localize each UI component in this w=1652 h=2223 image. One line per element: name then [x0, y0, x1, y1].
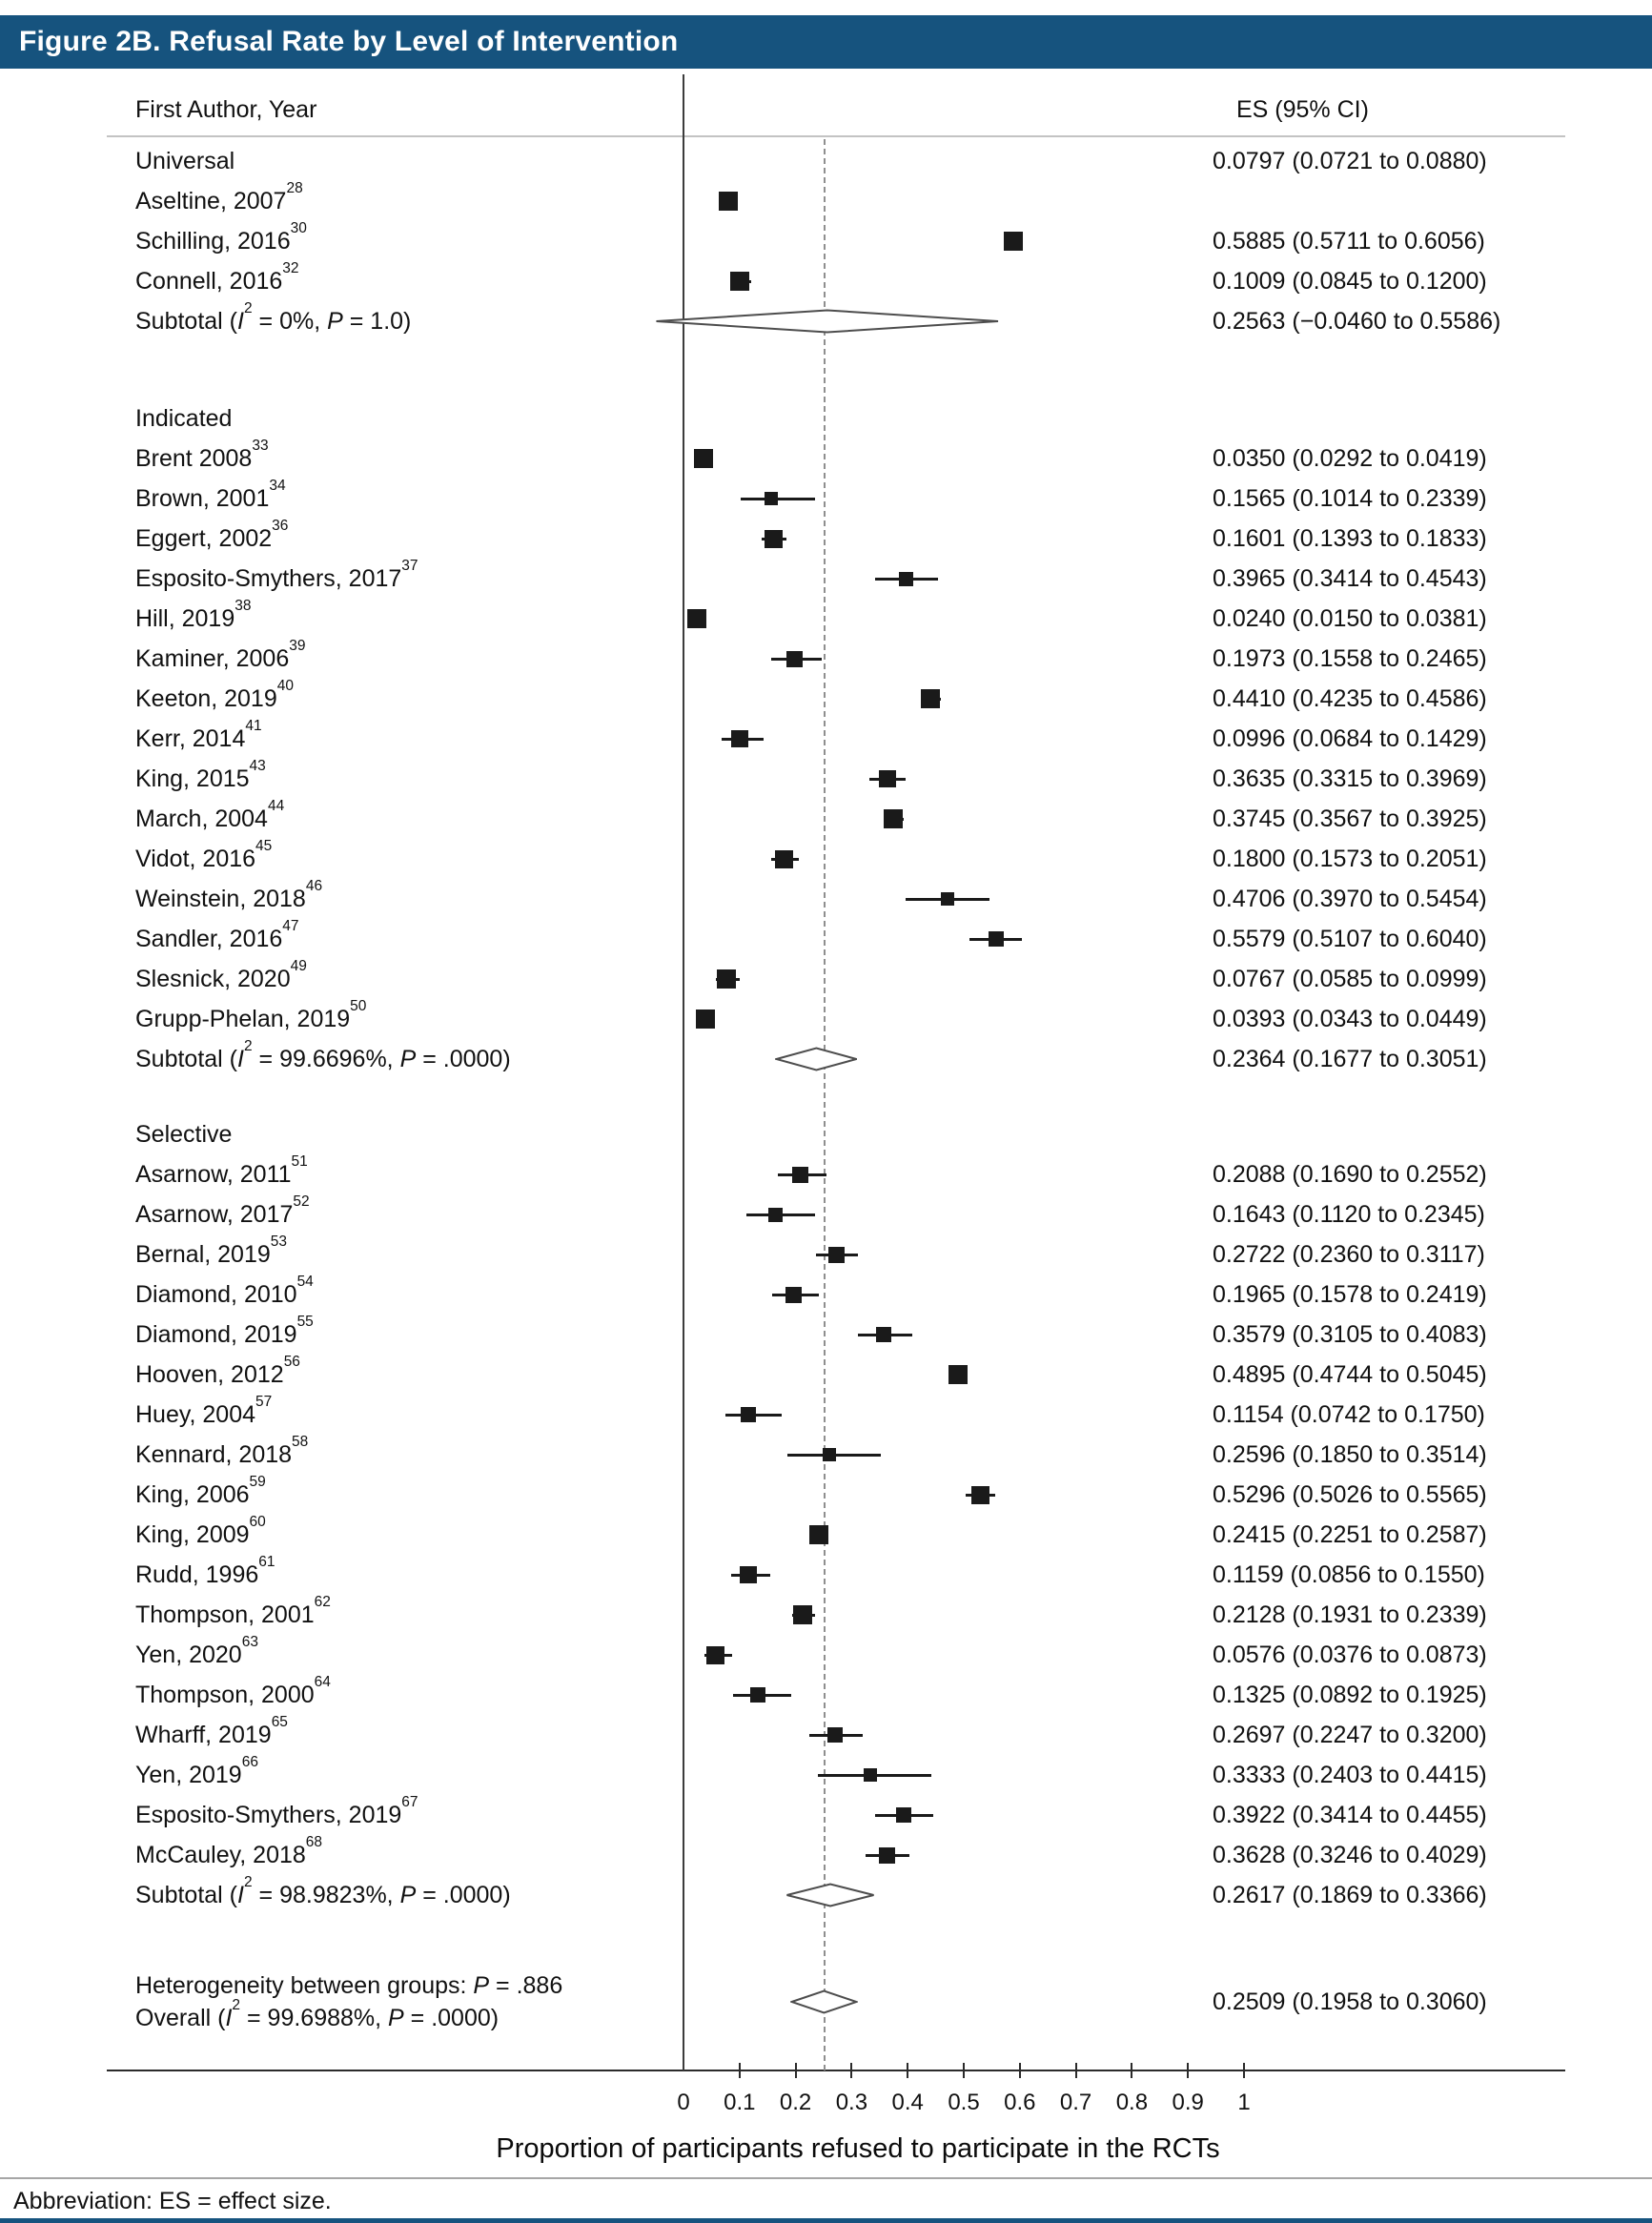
es-ci-value: 0.1800 (0.1573 to 0.2051) [1213, 846, 1487, 872]
es-ci-value: 0.3628 (0.3246 to 0.4029) [1213, 1842, 1487, 1868]
reference-number: 34 [269, 477, 286, 494]
reference-number: 43 [249, 757, 266, 774]
effect-size-marker [971, 1486, 989, 1504]
group-header-row [0, 398, 1652, 438]
study-label: Esposito-Smythers, 2019$^{67}$ [135, 1793, 418, 1828]
figure-title: Figure 2B. Refusal Rate by Level of Intervention [19, 26, 679, 57]
heterogeneity-label: Heterogeneity between groups: P = .886 [135, 1972, 563, 1999]
summary-diamond [785, 1883, 875, 1907]
study-label: Asarnow, 2017$^{52}$ [135, 1193, 310, 1228]
study-label: Kennard, 2018$^{58}$ [135, 1433, 309, 1468]
subtotal-label: Subtotal ($I^2 = 0\%$, P = 1.0) [135, 299, 412, 335]
es-ci-value: 0.4895 (0.4744 to 0.5045) [1213, 1361, 1487, 1388]
study-row [0, 759, 1652, 799]
study-label: Grupp-Phelan, 2019$^{50}$ [135, 997, 367, 1032]
study-row [0, 1395, 1652, 1435]
reference-number: 67 [401, 1793, 418, 1810]
study-row [0, 1635, 1652, 1675]
effect-size-marker [775, 850, 793, 868]
study-label: Diamond, 2019$^{55}$ [135, 1313, 314, 1348]
abbreviation-note: Abbreviation: ES = effect size. [13, 2188, 332, 2214]
subtotal-row [0, 301, 1652, 341]
study-label: Huey, 2004$^{57}$ [135, 1393, 273, 1428]
study-label: Yen, 2019$^{66}$ [135, 1753, 258, 1788]
es-ci-value: 0.1325 (0.0892 to 0.1925) [1213, 1682, 1487, 1708]
study-label: Schilling, 2016$^{30}$ [135, 219, 307, 255]
es-ci-value: 0.5885 (0.5711 to 0.6056) [1213, 228, 1485, 255]
study-label: Vidot, 2016$^{45}$ [135, 837, 273, 872]
study-label: Aseltine, 2007$^{28}$ [135, 179, 303, 214]
study-row [0, 1515, 1652, 1555]
study-row [0, 1234, 1652, 1275]
summary-diamond [655, 309, 1000, 334]
reference-number: 54 [296, 1273, 314, 1290]
es-ci-value: 0.0576 (0.0376 to 0.0873) [1213, 1642, 1487, 1668]
study-label: Yen, 2020$^{63}$ [135, 1633, 258, 1668]
reference-number: 49 [290, 957, 307, 974]
axis-tick-label: 0.3 [835, 2090, 868, 2115]
effect-size-marker [785, 1287, 802, 1303]
effect-size-marker [948, 1365, 968, 1384]
group-header-row [0, 1114, 1652, 1154]
study-label: Brown, 2001$^{34}$ [135, 477, 286, 512]
reference-number: 33 [252, 437, 269, 454]
study-label: March, 2004$^{44}$ [135, 797, 285, 832]
reference-number: 46 [305, 877, 323, 894]
summary-diamond [790, 1989, 858, 2014]
reference-number: 58 [292, 1433, 309, 1450]
es-ci-value: 0.2415 (0.2251 to 0.2587) [1213, 1521, 1487, 1548]
es-ci-value: 0.3579 (0.3105 to 0.4083) [1213, 1321, 1487, 1348]
effect-size-marker [730, 272, 749, 291]
study-row [0, 1715, 1652, 1755]
study-row [0, 1355, 1652, 1395]
study-label: Wharff, 2019$^{65}$ [135, 1713, 288, 1748]
es-ci-value: 0.0767 (0.0585 to 0.0999) [1213, 966, 1487, 992]
effect-size-marker [687, 609, 706, 628]
reference-number: 45 [255, 837, 273, 854]
reference-number: 56 [283, 1353, 300, 1370]
study-row [0, 1275, 1652, 1315]
study-row [0, 1795, 1652, 1835]
study-row [0, 599, 1652, 639]
effect-size-marker [879, 770, 896, 787]
es-ci-value: 0.1154 (0.0742 to 0.1750) [1213, 1401, 1485, 1428]
es-ci-value: 0.0240 (0.0150 to 0.0381) [1213, 605, 1487, 632]
axis-tick-label: 0.5 [948, 2090, 980, 2115]
reference-number: 61 [258, 1553, 275, 1570]
study-label: Slesnick, 2020$^{49}$ [135, 957, 307, 992]
study-label: King, 2009$^{60}$ [135, 1513, 266, 1548]
effect-size-marker [731, 730, 748, 747]
bottom-accent-bar [0, 2218, 1652, 2223]
study-row [0, 221, 1652, 261]
study-row [0, 1194, 1652, 1234]
study-label: Brent 2008$^{33}$ [135, 437, 269, 472]
es-ci-value: 0.3333 (0.2403 to 0.4415) [1213, 1762, 1487, 1788]
column-header-es-ci: ES (95% CI) [1236, 96, 1369, 123]
effect-size-marker [792, 1167, 808, 1183]
study-label: Kerr, 2014$^{41}$ [135, 717, 262, 752]
x-axis-title: Proportion of participants refused to participate in the RCTs [496, 2133, 1220, 2164]
effect-size-marker [741, 1407, 756, 1422]
es-ci-value: 0.4706 (0.3970 to 0.5454) [1213, 886, 1487, 912]
axis-tick-label: 0.2 [779, 2090, 812, 2115]
axis-tick-label: 0.4 [891, 2090, 924, 2115]
study-row [0, 799, 1652, 839]
es-ci-value: 0.3745 (0.3567 to 0.3925) [1213, 806, 1487, 832]
study-row [0, 1675, 1652, 1715]
es-ci-value: 0.2509 (0.1958 to 0.3060) [1213, 1988, 1487, 2015]
es-ci-value: 0.2088 (0.1690 to 0.2552) [1213, 1161, 1487, 1188]
study-label: Sandler, 2016$^{47}$ [135, 917, 299, 952]
es-ci-value: 0.2596 (0.1850 to 0.3514) [1213, 1441, 1487, 1468]
study-row [0, 1435, 1652, 1475]
study-row [0, 639, 1652, 679]
overall-summary-block [0, 1969, 1652, 2074]
study-label: Thompson, 2000$^{64}$ [135, 1673, 331, 1708]
effect-size-marker [717, 969, 736, 989]
study-label: Weinstein, 2018$^{46}$ [135, 877, 323, 912]
effect-size-marker [793, 1605, 812, 1624]
study-label: Eggert, 2002$^{36}$ [135, 517, 289, 552]
reference-number: 47 [282, 917, 299, 934]
axis-tick-label: 0.8 [1115, 2090, 1149, 2115]
group-label: Indicated [135, 405, 233, 432]
es-ci-value: 0.0350 (0.0292 to 0.0419) [1213, 445, 1487, 472]
reference-number: 50 [350, 997, 367, 1014]
axis-tick-label: 0.9 [1172, 2090, 1204, 2115]
axis-tick-label: 0.7 [1059, 2090, 1092, 2115]
column-header-author-year: First Author, Year [135, 96, 317, 123]
study-row [0, 1755, 1652, 1795]
effect-size-marker [828, 1247, 845, 1263]
study-row [0, 1315, 1652, 1355]
study-row [0, 1555, 1652, 1595]
reference-number: 36 [272, 517, 289, 534]
group-spacer [0, 1079, 1652, 1114]
reference-number: 68 [305, 1833, 323, 1850]
es-ci-value: 0.1159 (0.0856 to 0.1550) [1213, 1561, 1485, 1588]
effect-size-marker [786, 651, 803, 667]
reference-number: 64 [314, 1673, 331, 1690]
study-row [0, 1475, 1652, 1515]
subtotal-row [0, 1039, 1652, 1079]
es-ci-value: 0.1565 (0.1014 to 0.2339) [1213, 485, 1487, 512]
effect-size-marker [706, 1646, 724, 1664]
effect-size-marker [879, 1847, 895, 1864]
study-row [0, 999, 1652, 1039]
study-row [0, 1154, 1652, 1194]
subtotal-row [0, 1875, 1652, 1915]
axis-tick-label: 1 [1237, 2090, 1251, 2115]
es-ci-value: 0.2697 (0.2247 to 0.3200) [1213, 1722, 1487, 1748]
axis-tick-label: 0 [677, 2090, 690, 2115]
effect-size-marker [719, 192, 738, 211]
reference-number: 40 [276, 677, 294, 694]
study-label: Connell, 2016$^{32}$ [135, 259, 299, 295]
reference-number: 53 [270, 1233, 288, 1250]
group-label: Universal [135, 148, 235, 174]
reference-number: 63 [241, 1633, 258, 1650]
es-ci-value: 0.0797 (0.0721 to 0.0880) [1213, 148, 1487, 174]
axis-tick-label: 0.6 [1004, 2090, 1036, 2115]
effect-size-marker [864, 1768, 877, 1782]
study-row [0, 919, 1652, 959]
effect-size-marker [941, 892, 954, 906]
effect-size-marker [809, 1525, 828, 1544]
reference-number: 28 [286, 179, 303, 196]
effect-size-marker [921, 689, 940, 708]
reference-number: 57 [255, 1393, 273, 1410]
study-row [0, 679, 1652, 719]
study-row [0, 479, 1652, 519]
study-label: Rudd, 1996$^{61}$ [135, 1553, 275, 1588]
reference-number: 38 [235, 597, 252, 614]
footer-rule [0, 2177, 1652, 2179]
effect-size-marker [823, 1448, 836, 1461]
reference-number: 65 [271, 1713, 288, 1730]
group-header-row [0, 141, 1652, 181]
effect-size-marker [989, 931, 1004, 947]
group-label: Selective [135, 1121, 233, 1148]
study-row [0, 1835, 1652, 1875]
effect-size-marker [750, 1687, 765, 1703]
group-spacer [0, 341, 1652, 398]
study-row [0, 959, 1652, 999]
es-ci-value: 0.0393 (0.0343 to 0.0449) [1213, 1006, 1487, 1032]
study-label: Hill, 2019$^{38}$ [135, 597, 252, 632]
study-label: McCauley, 2018$^{68}$ [135, 1833, 323, 1868]
es-ci-value: 0.3965 (0.3414 to 0.4543) [1213, 565, 1487, 592]
study-label: Kaminer, 2006$^{39}$ [135, 637, 306, 672]
study-label: Esposito-Smythers, 2017$^{37}$ [135, 557, 418, 592]
reference-number: 37 [401, 557, 418, 574]
effect-size-marker [765, 530, 783, 548]
es-ci-value: 0.2563 (−0.0460 to 0.5586) [1213, 308, 1501, 335]
study-label: Bernal, 2019$^{53}$ [135, 1233, 288, 1268]
effect-size-marker [884, 809, 903, 828]
effect-size-marker [768, 1208, 783, 1222]
es-ci-value: 0.1973 (0.1558 to 0.2465) [1213, 645, 1487, 672]
axis-tick-label: 0.1 [724, 2090, 756, 2115]
effect-size-marker [694, 449, 713, 468]
study-row [0, 719, 1652, 759]
reference-number: 41 [245, 717, 262, 734]
subtotal-label: Subtotal ($I^2 = 98.9823\%$, P = .0000) [135, 1873, 511, 1908]
reference-number: 66 [241, 1753, 258, 1770]
es-ci-value: 0.2128 (0.1931 to 0.2339) [1213, 1601, 1487, 1628]
subtotal-label: Subtotal ($I^2 = 99.6696\%$, P = .0000) [135, 1037, 511, 1072]
overall-label: Overall ($I^2 = 99.6988\%$, P = .0000) [135, 1996, 500, 2031]
forest-rows-container [0, 141, 1652, 1915]
study-row [0, 438, 1652, 479]
es-ci-value: 0.3635 (0.3315 to 0.3969) [1213, 765, 1487, 792]
reference-number: 44 [267, 797, 285, 814]
effect-size-marker [896, 1807, 911, 1823]
es-ci-value: 0.4410 (0.4235 to 0.4586) [1213, 685, 1487, 712]
study-row [0, 519, 1652, 559]
reference-number: 51 [291, 1152, 308, 1170]
reference-number: 30 [290, 219, 307, 236]
effect-size-marker [876, 1327, 891, 1342]
study-label: King, 2015$^{43}$ [135, 757, 266, 792]
effect-size-marker [899, 572, 913, 586]
study-label: Diamond, 2010$^{54}$ [135, 1273, 314, 1308]
study-label: King, 2006$^{59}$ [135, 1473, 266, 1508]
reference-number: 52 [293, 1193, 310, 1210]
study-row [0, 879, 1652, 919]
es-ci-value: 0.2722 (0.2360 to 0.3117) [1213, 1241, 1485, 1268]
study-row [0, 181, 1652, 221]
es-ci-value: 0.0996 (0.0684 to 0.1429) [1213, 725, 1487, 752]
study-row [0, 261, 1652, 301]
effect-size-marker [696, 1010, 715, 1029]
reference-number: 55 [296, 1313, 314, 1330]
study-row [0, 1595, 1652, 1635]
reference-number: 62 [314, 1593, 331, 1610]
study-row [0, 839, 1652, 879]
study-label: Asarnow, 2011$^{51}$ [135, 1152, 308, 1188]
es-ci-value: 0.2617 (0.1869 to 0.3366) [1213, 1882, 1487, 1908]
reference-number: 60 [249, 1513, 266, 1530]
es-ci-value: 0.5579 (0.5107 to 0.6040) [1213, 926, 1487, 952]
es-ci-value: 0.2364 (0.1677 to 0.3051) [1213, 1046, 1487, 1072]
es-ci-value: 0.1009 (0.0845 to 0.1200) [1213, 268, 1487, 295]
es-ci-value: 0.1965 (0.1578 to 0.2419) [1213, 1281, 1487, 1308]
reference-number: 59 [249, 1473, 266, 1490]
effect-size-marker [827, 1727, 843, 1743]
reference-number: 39 [289, 637, 306, 654]
es-ci-value: 0.1643 (0.1120 to 0.2345) [1213, 1201, 1485, 1228]
effect-size-marker [740, 1566, 757, 1583]
effect-size-marker [1004, 232, 1023, 251]
study-label: Hooven, 2012$^{56}$ [135, 1353, 300, 1388]
effect-size-marker [765, 492, 778, 505]
summary-diamond [775, 1047, 858, 1071]
study-label: Keeton, 2019$^{40}$ [135, 677, 294, 712]
study-label: Thompson, 2001$^{62}$ [135, 1593, 331, 1628]
study-row [0, 559, 1652, 599]
es-ci-value: 0.1601 (0.1393 to 0.1833) [1213, 525, 1487, 552]
reference-number: 32 [282, 259, 299, 276]
es-ci-value: 0.3922 (0.3414 to 0.4455) [1213, 1802, 1487, 1828]
es-ci-value: 0.5296 (0.5026 to 0.5565) [1213, 1481, 1487, 1508]
